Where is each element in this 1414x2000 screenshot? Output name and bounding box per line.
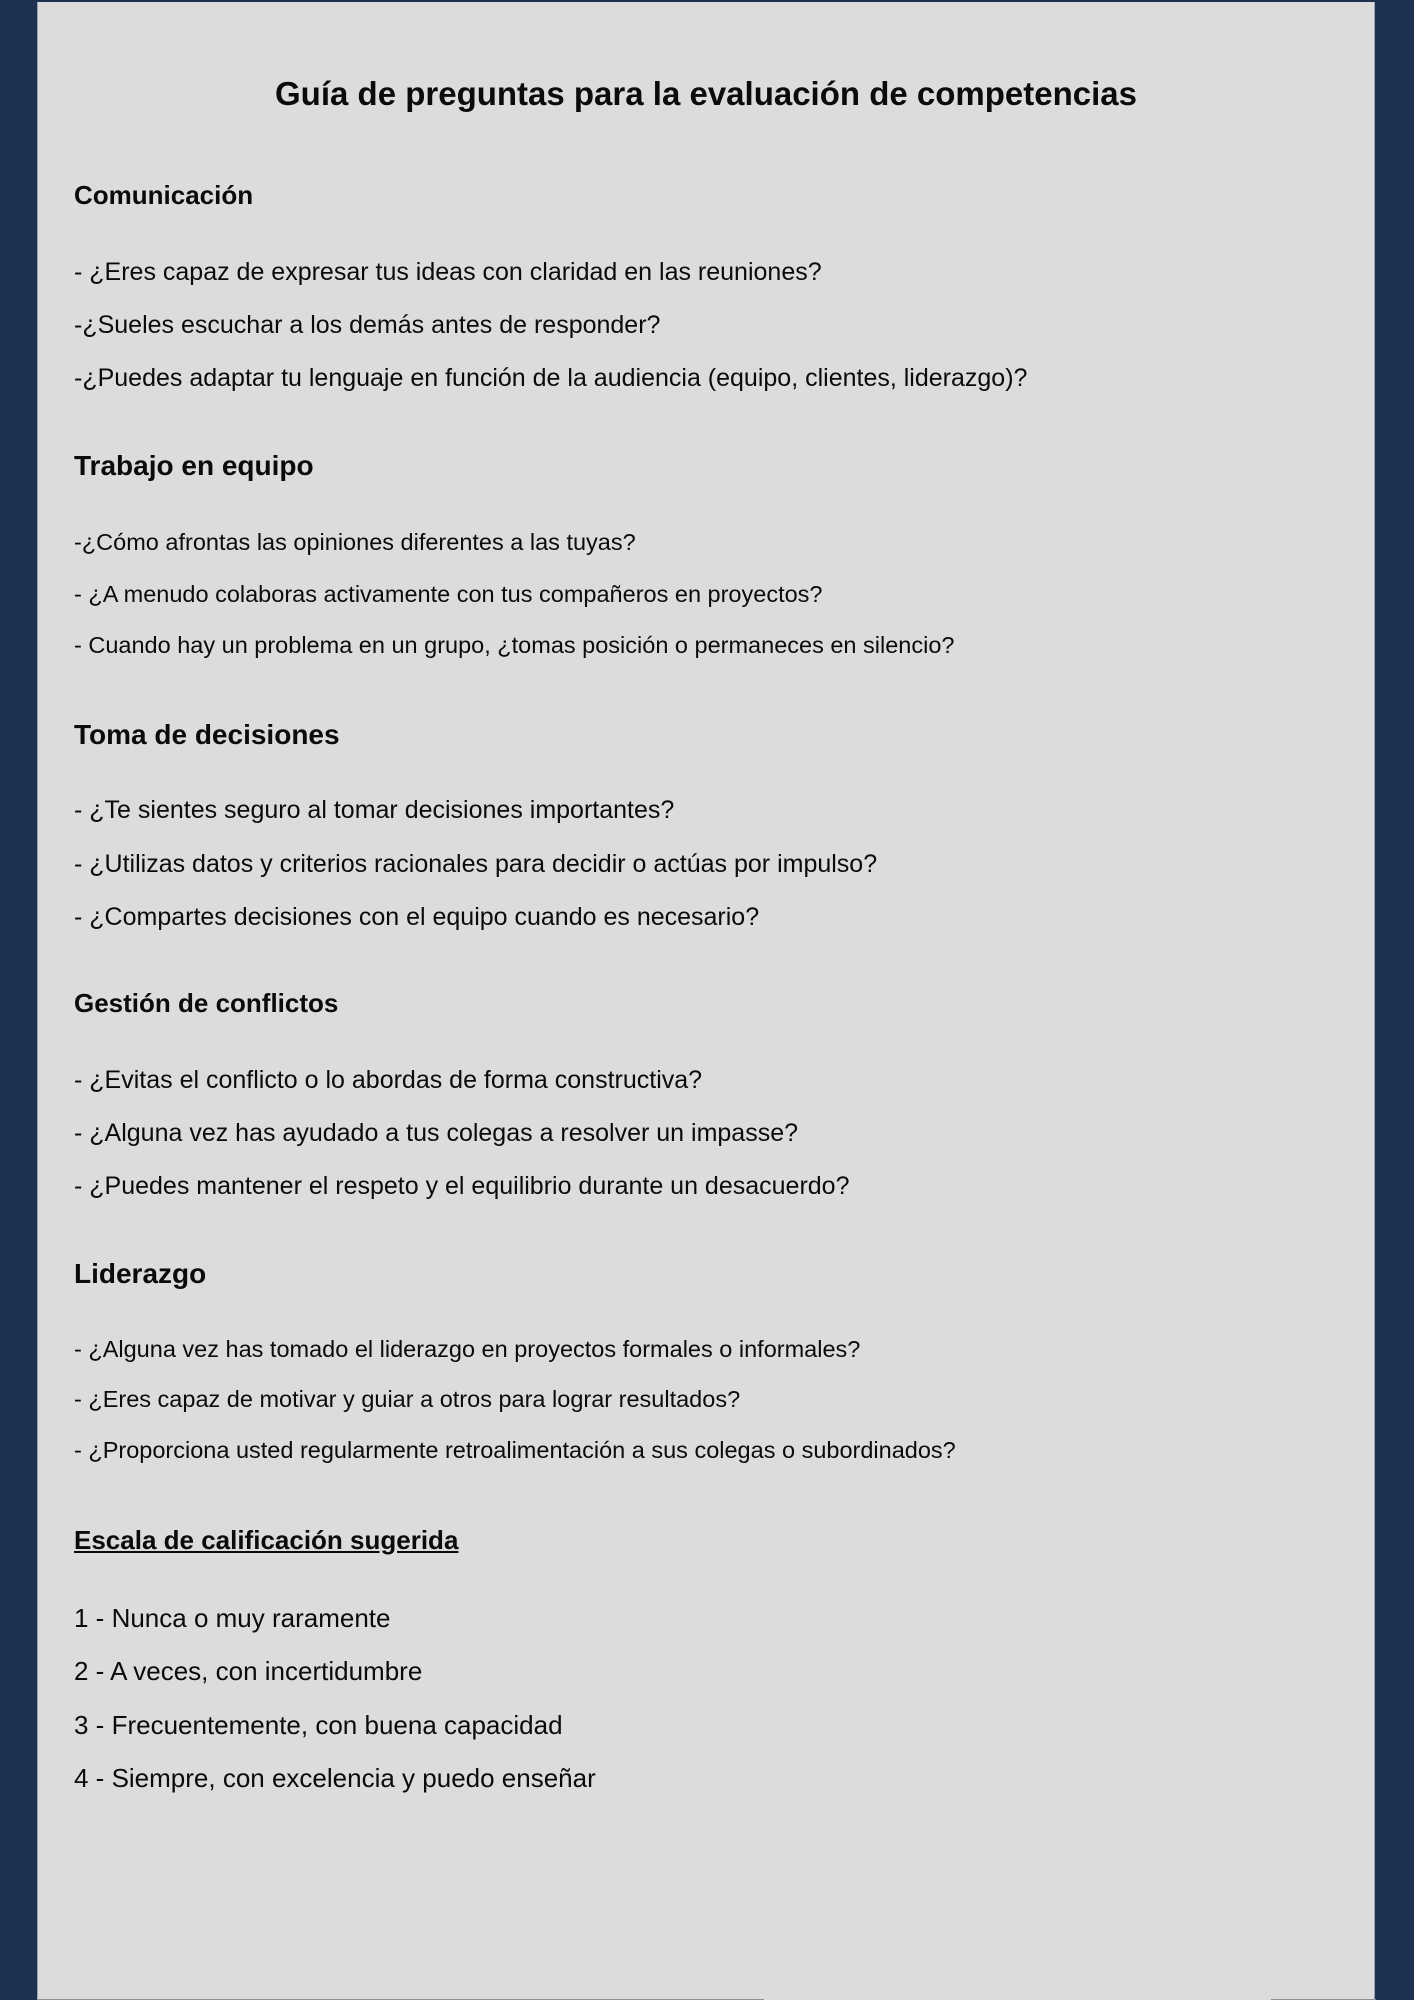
question-item: -¿Sueles escuchar a los demás antes de responder? [74, 311, 661, 339]
question-item: - ¿Alguna vez has ayudado a tus colegas a resolver un impasse? [74, 1119, 799, 1147]
question-item: - ¿Utilizas datos y criterios racionales para decidir o actúas por impulso? [74, 850, 878, 878]
document-page [37, 2, 1375, 2000]
section-heading-gestion-de-conflictos: Gestión de conflictos [74, 988, 339, 1018]
section-heading-toma-de-decisiones: Toma de decisiones [74, 719, 340, 750]
question-item: - ¿Eres capaz de expresar tus ideas con claridad en las reuniones? [74, 258, 822, 286]
scale-item: 2 - A veces, con incertidumbre [74, 1656, 423, 1686]
question-item: -¿Cómo afrontas las opiniones diferentes a las tuyas? [74, 529, 636, 555]
question-item: -¿Puedes adaptar tu lenguaje en función de la audiencia (equipo, clientes, liderazgo)? [74, 364, 1028, 392]
scale-item: 3 - Frecuentemente, con buena capacidad [74, 1710, 563, 1740]
section-heading-liderazgo: Liderazgo [74, 1258, 207, 1289]
question-item: - ¿Eres capaz de motivar y guiar a otros para lograr resultados? [74, 1386, 741, 1412]
question-item: - ¿Te sientes seguro al tomar decisiones importantes? [74, 796, 675, 824]
document-title: Guía de preguntas para la evaluación de competencias [275, 75, 1137, 112]
question-item: - ¿A menudo colaboras activamente con tus compañeros en proyectos? [74, 581, 823, 607]
section-heading-escala: Escala de calificación sugerida [74, 1525, 459, 1555]
question-item: - ¿Evitas el conflicto o lo abordas de forma constructiva? [74, 1066, 703, 1094]
question-item: - ¿Alguna vez has tomado el liderazgo en proyectos formales o informales? [74, 1336, 861, 1362]
question-item: - ¿Puedes mantener el respeto y el equilibrio durante un desacuerdo? [74, 1172, 850, 1200]
section-heading-comunicacion: Comunicación [74, 180, 254, 210]
section-heading-trabajo-en-equipo: Trabajo en equipo [74, 450, 314, 481]
scale-item: 1 - Nunca o muy raramente [74, 1603, 391, 1633]
question-item: - ¿Compartes decisiones con el equipo cuando es necesario? [74, 903, 760, 931]
scale-item: 4 - Siempre, con excelencia y puedo enseñar [74, 1763, 596, 1793]
question-item: - ¿Proporciona usted regularmente retroalimentación a sus colegas o subordinados? [74, 1437, 956, 1463]
question-item: - Cuando hay un problema en un grupo, ¿tomas posición o permaneces en silencio? [74, 632, 955, 658]
